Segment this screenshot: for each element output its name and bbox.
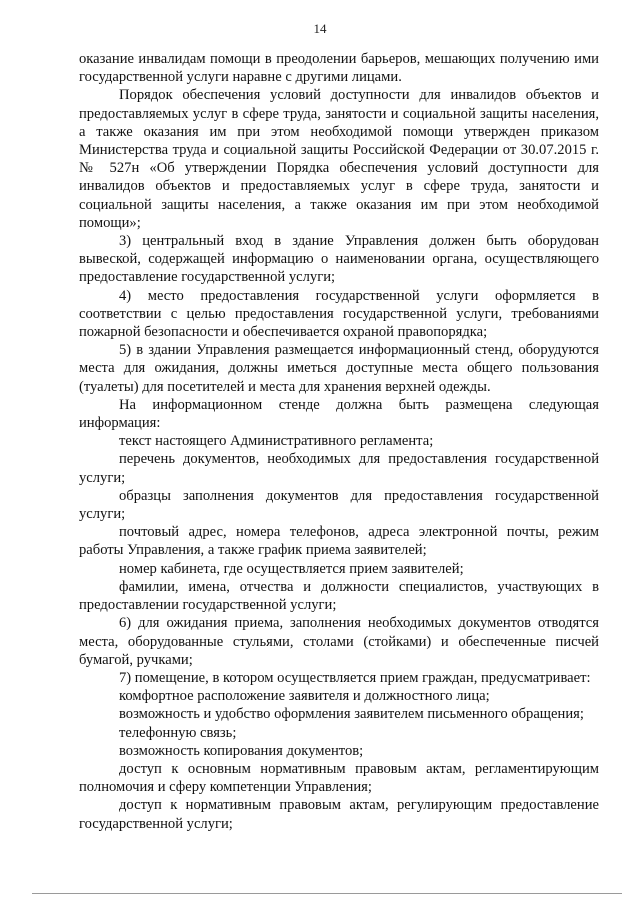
paragraph: образцы заполнения документов для предоставления государственной услуги; [79,487,599,523]
paragraph: 7) помещение, в котором осуществляется прием граждан, предусматривает: [119,669,591,686]
paragraph: 5) в здании Управления размещается информационный стенд, оборудуются места для ожидания, должны иметься доступные места общего пользования (туалеты) для посетителей и места для хранения верхней одежды. [79,342,599,395]
paragraph: доступ к нормативным правовым актам, регулирующим предоставление государственной услуги; [79,797,599,832]
paragraph: фамилии, имена, отчества и должности специалистов, участвующих в предоставлении государственной услуги; [79,578,599,614]
paragraph: почтовый адрес, номера телефонов, адреса электронной почты, режим работы Управления, а также график приема заявителей; [79,524,599,559]
paragraph: Порядок обеспечения условий доступности для инвалидов объектов и предоставляемых услуг в сфере труда, занятости и социальной защиты населения, а также оказания им при этом необходимой помощи утвержден приказом Министерства труда и социальной защиты Российской Федерации от 30.07.2015 г. № 527н «Об утверждении Порядка обеспечения условий доступности для инвалидов объектов и предоставляемых услуг в сфере труда, занятости и социальной защиты населения, а также оказания им при этом необходимой помощи»; [79,87,599,231]
paragraph: возможность копирования документов; [119,742,364,759]
paragraph: номер кабинета, где осуществляется прием заявителей; [119,560,464,577]
page-number: 14 [313,21,327,36]
paragraph: 4) место предоставления государственной услуги оформляется в соответствии с целью предоставления государственной услуги, требованиями пожарной безопасности и обеспечивается охраной правопорядка; [79,287,599,341]
paragraph: комфортное расположение заявителя и должностного лица; [119,688,490,705]
paragraph: На информационном стенде должна быть размещена следующая информация: [79,396,599,432]
paragraph: телефонную связь; [119,724,237,741]
paragraph: возможность и удобство оформления заявителем письменного обращения; [119,706,584,723]
paragraph: доступ к основным нормативным правовым актам, регламентирующим полномочия и сферу компетенции Управления; [79,760,599,796]
paragraph: текст настоящего Административного регламента; [119,433,434,450]
paragraph: 3) центральный вход в здание Управления должен быть оборудован вывеской, содержащей информацию о наименовании органа, осуществляющего предоставление государственной услуги; [79,233,599,286]
document-body [79,50,599,833]
paragraph: перечень документов, необходимых для предоставления государственной услуги; [79,451,599,486]
paragraph: оказание инвалидам помощи в преодолении барьеров, мешающих получению ими государственной услуги наравне с другими лицами. [79,51,599,86]
paragraph: 6) для ожидания приема, заполнения необходимых документов отводятся места, оборудованные стульями, столами (стойками) и обеспеченные писчей бумагой, ручками; [79,615,599,668]
bottom-divider [32,893,622,894]
